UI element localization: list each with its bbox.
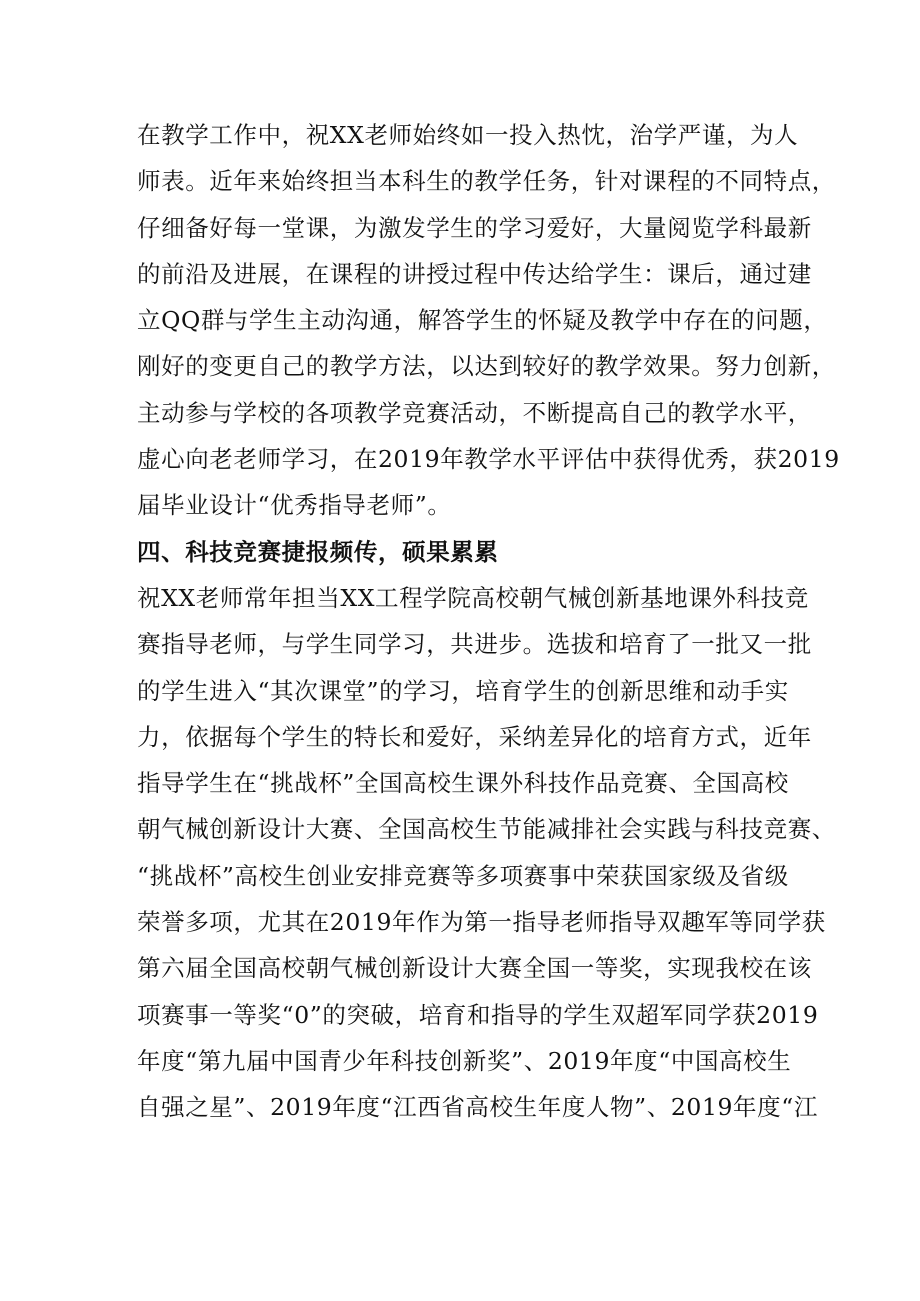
text-line-20: 项赛事一等奖“0”的突破，培育和指导的学生双超军同学获2019 <box>137 1000 819 1029</box>
text-line-14: 力，依据每个学生的特长和爱好，采纳差异化的培育方式，近年 <box>137 722 812 751</box>
text-line-1: 在教学工作中，祝XX老师始终如一投入热忱，治学严谨，为人 <box>137 121 799 149</box>
text-line-19: 第六届全国高校朝气械创新设计大赛全国一等奖，实现我校在该 <box>137 954 812 983</box>
text-line-16: 朝气械创新设计大赛、全国高校生节能减排社会实践与科技竞赛、 <box>137 815 836 844</box>
text-line-22: 自强之星”、2019年度“江西省高校生年度人物”、2019年度“江 <box>137 1093 818 1122</box>
text-line-21: 年度“第九届中国青少年科技创新奖”、2019年度“中国高校生 <box>137 1046 792 1075</box>
text-line-12: 赛指导老师，与学生同学习，共进步。选拔和培育了一批又一批 <box>137 630 812 659</box>
text-line-13: 的学生进入“其次课堂”的学习，培育学生的创新思维和动手实 <box>137 676 789 705</box>
body-text <box>137 112 840 1131</box>
text-line-5: 立QQ群与学生主动沟通，解答学生的怀疑及教学中存在的问题， <box>137 306 828 335</box>
text-line-3: 仔细备好每一堂课，为激发学生的学习爱好，大量阅览学科最新 <box>137 213 812 242</box>
text-line-6: 刚好的变更自己的教学方法，以达到较好的教学效果。努力创新， <box>137 352 836 381</box>
text-line-8: 虚心向老老师学习，在2019年教学水平评估中获得优秀，获2019 <box>137 445 840 474</box>
text-line-15: 指导学生在“挑战杯”全国高校生课外科技作品竞赛、全国高校 <box>137 769 789 798</box>
text-line-18: 荣誉多项，尤其在2019年作为第一指导老师指导双趣军等同学获 <box>137 908 826 937</box>
text-line-4: 的前沿及进展，在课程的讲授过程中传达给学生：课后，通过建 <box>137 259 812 288</box>
text-line-2: 师表。近年来始终担当本科生的教学任务，针对课程的不同特点， <box>137 167 836 196</box>
text-line-17: “挑战杯”高校生创业安排竞赛等多项赛事中荣获国家级及省级 <box>137 861 789 890</box>
text-line-7: 主动参与学校的各项教学竞赛活动，不断提高自己的教学水平， <box>137 398 812 427</box>
section-heading: 四、科技竞赛捷报频传，硕果累累 <box>137 537 499 566</box>
text-line-9: 届毕业设计“优秀指导老师”。 <box>137 491 452 520</box>
text-line-11: 祝XX老师常年担当XX工程学院高校朝气械创新基地课外科技竞 <box>137 583 809 612</box>
